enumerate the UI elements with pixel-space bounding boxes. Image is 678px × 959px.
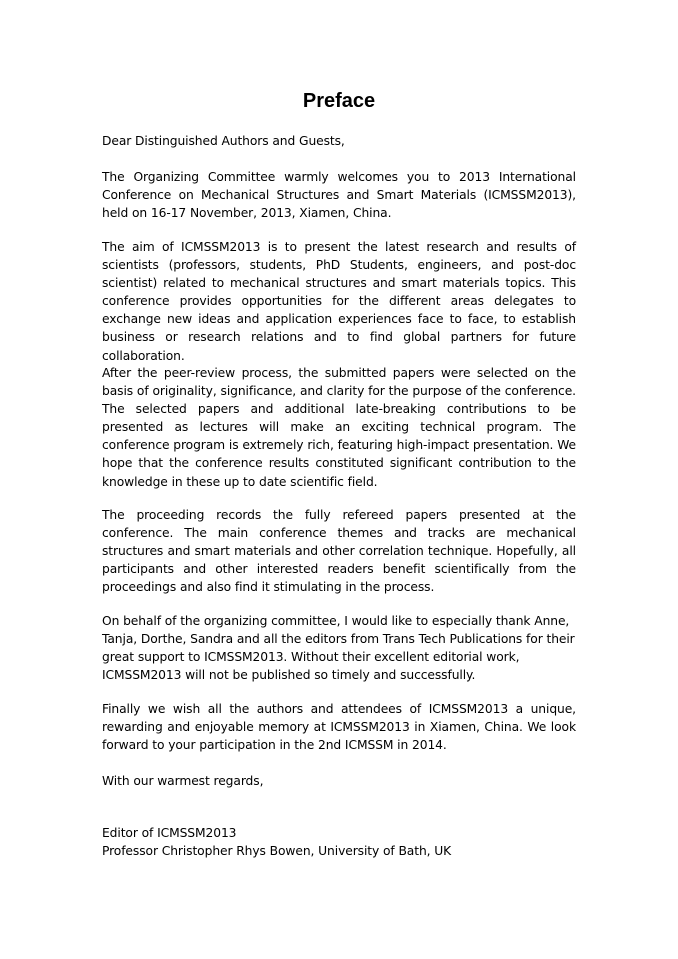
paragraph-thanks: On behalf of the organizing committee, I would like to especially thank Anne, Tanja, Dorthe, Sandra and all the editors from Trans Tech Publications for their great support to ICMSSM2013. Without their excellent editorial work, ICMSSM2013 will not be published so timely and successfully.: [102, 614, 575, 683]
closing: With our warmest regards,: [102, 774, 264, 788]
paragraph-proceedings: The proceeding records the fully refereed papers presented at the conference. The main conference themes and tracks are mechanical structures and smart materials and other correlation technique. Hopefully, all participants and other interested readers benefit scientifically from the proceedings and also find it stimulating in the process.: [102, 508, 576, 595]
salutation: Dear Distinguished Authors and Guests,: [102, 134, 345, 148]
signature-name: Professor Christopher Rhys Bowen, University of Bath, UK: [102, 844, 452, 858]
signature-role: Editor of ICMSSM2013: [102, 826, 237, 840]
paragraph-welcome: The Organizing Committee warmly welcomes you to 2013 International Conference on Mechanical Structures and Smart Materials (ICMSSM2013), held on 16-17 November, 2013, Xiamen, China.: [102, 170, 576, 221]
paragraph-review: After the peer-review process, the submitted papers were selected on the basis of originality, significance, and clarity for the purpose of the conference. The selected papers and additional late-breaking contributions to be presented as lectures will make an exciting technical program. The conference program is extremely rich, featuring high-impact presentation. We hope that the conference results constituted significant contribution to the knowledge in these up to date scientific field.: [102, 366, 576, 489]
paragraph-aim: The aim of ICMSSM2013 is to present the latest research and results of scientists (professors, students, PhD Students, engineers, and post-doc scientist) related to mechanical structures and smart materials topics. This conference provides opportunities for the different areas delegates to exchange new ideas and application experiences face to face, to establish business or research relations and to find global partners for future collaboration.: [102, 240, 576, 363]
paragraph-wishes: Finally we wish all the authors and attendees of ICMSSM2013 a unique, rewarding and enjoyable memory at ICMSSM2013 in Xiamen, China. We look forward to your participation in the 2nd ICMSSM in 2014.: [102, 702, 576, 753]
page-title: Preface: [302, 90, 376, 112]
